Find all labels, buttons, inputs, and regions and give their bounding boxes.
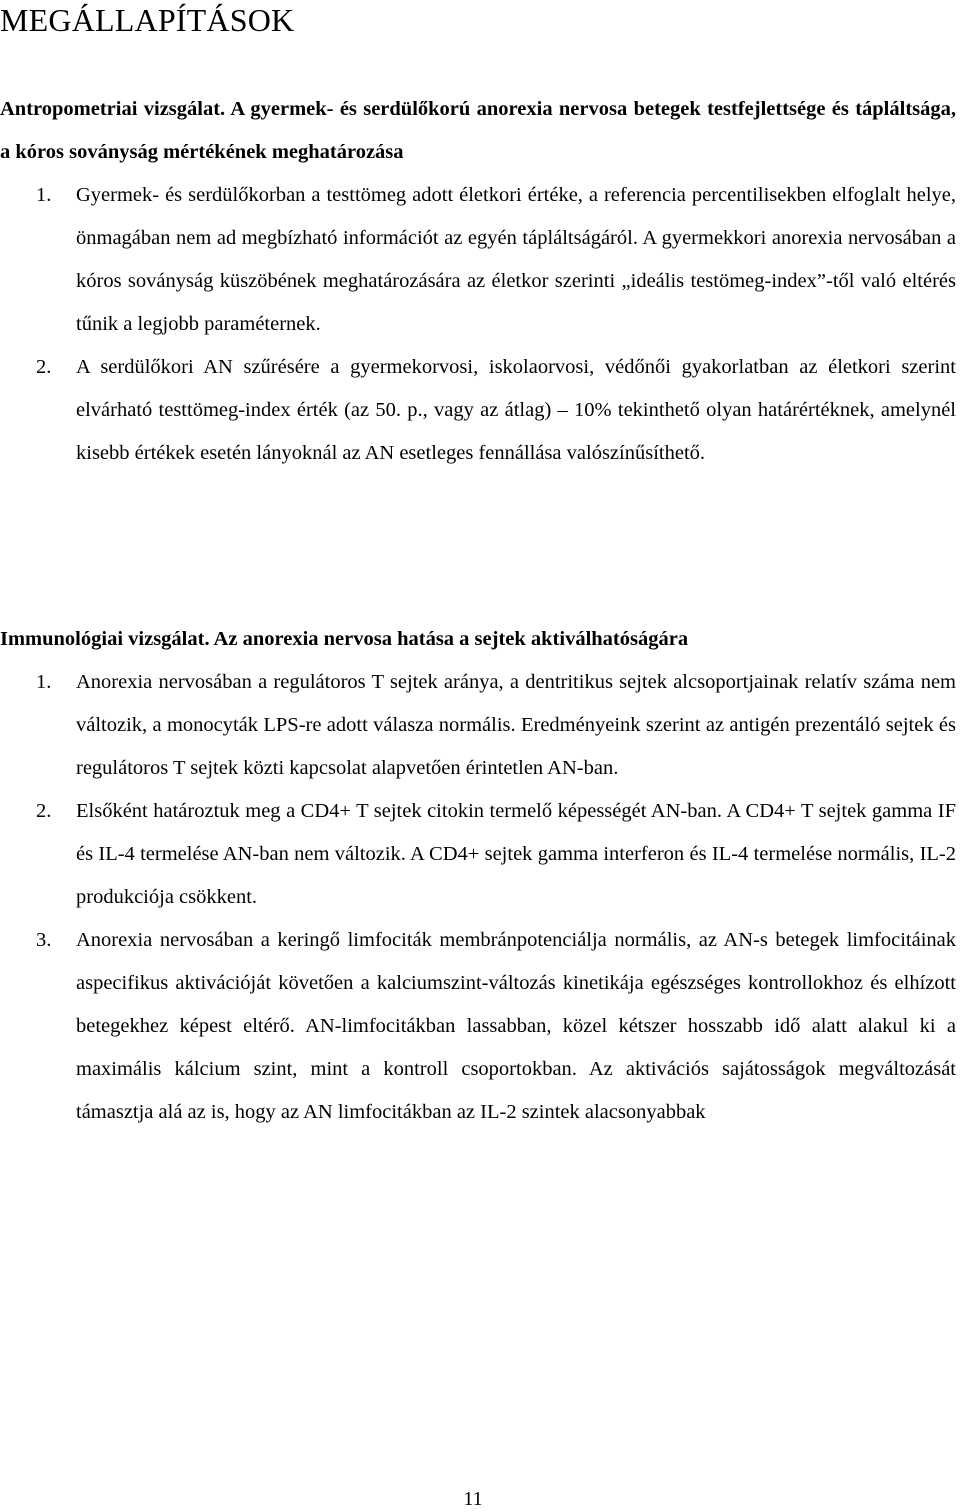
section-anthropometry bbox=[0, 88, 956, 475]
list-item bbox=[0, 790, 956, 919]
findings-list bbox=[0, 661, 956, 1134]
item-number: 2. bbox=[36, 800, 52, 822]
page-title: MEGÁLLAPÍTÁSOK bbox=[0, 2, 295, 38]
item-number: 1. bbox=[36, 184, 52, 206]
item-text: Elsőként határoztuk meg a CD4+ T sejtek citokin termelő képességét AN-ban. A CD4+ T sejtek gamma IF és IL-4 termelése AN-ban nem változik. A CD4+ sejtek gamma interferon és IL-4 termelése normális, IL-2 produkciója csökkent. bbox=[76, 800, 956, 908]
item-text: A serdülőkori AN szűrésére a gyermekorvosi, iskolaorvosi, védőnői gyakorlatban az életkori szerint elvárható testtömeg-index érték (az 50. p., vagy az átlag) – 10% tekinthető olyan határértéknek, amelynél kisebb értékek esetén lányoknál az AN esetleges fennállása valószínűsíthető. bbox=[76, 356, 956, 464]
item-number: 3. bbox=[36, 929, 52, 951]
page-number: 11 bbox=[463, 1488, 483, 1510]
list-item bbox=[0, 661, 956, 790]
section-heading: Antropometriai vizsgálat. A gyermek- és serdülőkorú anorexia nervosa betegek testfejlettsége és tápláltsága, a kóros soványság mértékének meghatározása bbox=[0, 98, 956, 163]
list-item bbox=[0, 346, 956, 475]
item-number: 1. bbox=[36, 671, 52, 693]
item-text: Gyermek- és serdülőkorban a testtömeg adott életkori értéke, a referencia percentilisekben elfoglalt helye, önmagában nem ad megbízható információt az egyén tápláltságáról. A gyermekkori anorexia nervosában a kóros soványság küszöbének meghatározására az életkor szerinti „ideális testömeg-index”-től való eltérés tűnik a legjobb paraméternek. bbox=[76, 184, 956, 335]
list-item bbox=[0, 919, 956, 1134]
findings-list bbox=[0, 174, 956, 475]
item-number: 2. bbox=[36, 356, 52, 378]
item-text: Anorexia nervosában a keringő limfociták membránpotenciálja normális, az AN-s betegek limfocitáinak aspecifikus aktivációját követően a kalciumszint-változás kinetikája egészséges kontrollokhoz és elhízott betegekhez képest eltérő. AN-limfocitákban lassabban, közel kétszer hosszabb idő alatt alakul ki a maximális kálcium szint, mint a kontroll csoportokban. Az aktivációs sajátosságok megváltozását támasztja alá az is, hogy az AN limfocitákban az IL-2 szintek alacsonyabbak bbox=[76, 929, 956, 1123]
section-heading: Immunológiai vizsgálat. Az anorexia nervosa hatása a sejtek aktiválhatóságára bbox=[0, 628, 689, 650]
list-item bbox=[0, 174, 956, 346]
section-immunology bbox=[0, 618, 956, 1134]
item-text: Anorexia nervosában a regulátoros T sejtek aránya, a dentritikus sejtek alcsoportjainak relatív száma nem változik, a monocyták LPS-re adott válasza normális. Eredményeink szerint az antigén prezentáló sejtek és regulátoros T sejtek közti kapcsolat alapvetően érintetlen AN-ban. bbox=[76, 671, 956, 779]
